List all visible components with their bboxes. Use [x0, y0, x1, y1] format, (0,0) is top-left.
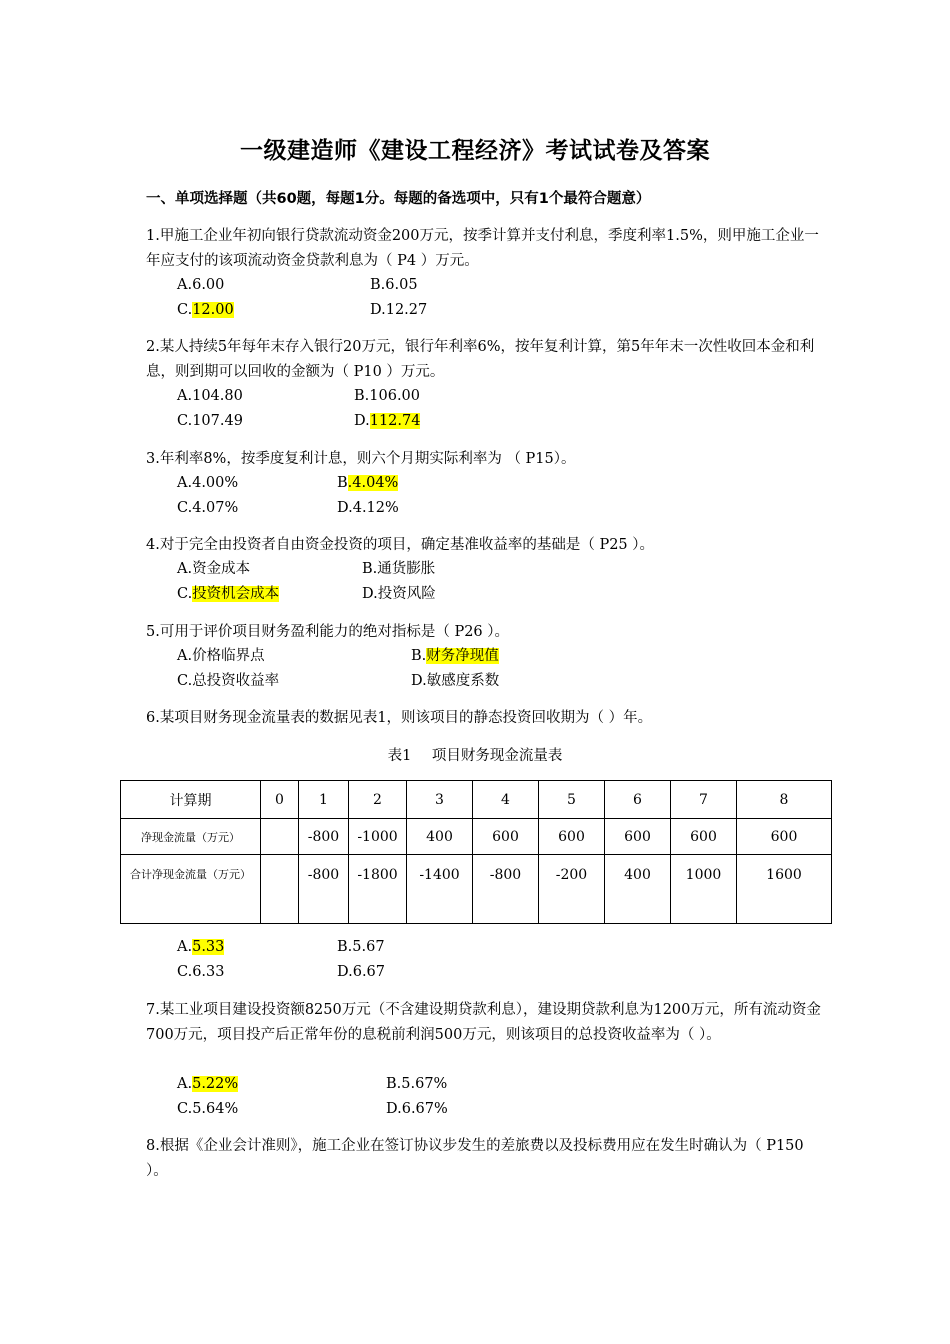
question-2-option-a: A.104.80 — [177, 388, 243, 404]
question-4-option-b: B.通货膨胀 — [362, 561, 436, 577]
table-cell: -200 — [539, 855, 605, 924]
table-row-label: 净现金流量（万元） — [121, 819, 261, 855]
question-4-option-c: C.投资机会成本 — [177, 586, 280, 602]
table-cell: -1400 — [407, 855, 473, 924]
question-5-option-b: B.财务净现值 — [411, 648, 499, 664]
table-cell: 400 — [605, 855, 671, 924]
question-8-stem: 8.根据《企业会计准则》，施工企业在签订协议步发生的差旅费以及投标费用应在发生时确认为（ P150 ）。 — [146, 1138, 804, 1179]
question-3-option-c: C.4.07% — [177, 500, 239, 516]
table-row-label: 合计净现金流量（万元） — [121, 855, 261, 924]
question-3-stem: 3.年利率8%，按季度复利计息，则六个月期实际利率为 （ P15）。 — [146, 451, 576, 467]
table-cell: -800 — [299, 819, 349, 855]
question-2-option-d: D.112.74 — [354, 413, 421, 429]
question-1-option-d: D.12.27 — [370, 302, 428, 318]
question-6-stem: 6.某项目财务现金流量表的数据见表1，则该项目的静态投资回收期为（ ）年。 — [146, 710, 653, 726]
question-3-option-b: B.4.04% — [337, 475, 399, 491]
question-1-option-b: B.6.05 — [370, 277, 418, 293]
question-7-option-c: C.5.64% — [177, 1101, 239, 1117]
question-1-option-a: A.6.00 — [177, 277, 225, 293]
question-6-option-b: B.5.67 — [337, 939, 385, 955]
question-7-option-b: B.5.67% — [386, 1076, 448, 1092]
question-7-stem: 7.某工业项目建设投资额8250万元（不含建设期贷款利息），建设期贷款利息为1200万元，所有流动资金700万元，项目投产后正常年份的息税前利润500万元，则该项目的总投资收益率为（ ）。 — [146, 1002, 821, 1043]
table-header-cell: 5 — [539, 781, 605, 819]
question-6-option-a: A.5.33 — [177, 939, 225, 955]
table-cell: 400 — [407, 819, 473, 855]
table-header-cell: 2 — [349, 781, 407, 819]
section-heading: 一、单项选择题（共60题，每题1分。每题的备选项中，只有1个最符合题意） — [146, 191, 651, 207]
question-5-option-a: A.价格临界点 — [177, 648, 265, 664]
table-cell: -800 — [299, 855, 349, 924]
question-6-option-d: D.6.67 — [337, 964, 386, 980]
question-6-option-c: C.6.33 — [177, 964, 225, 980]
table-cell — [261, 855, 299, 924]
table-header-cell: 6 — [605, 781, 671, 819]
question-4-option-d: D.投资风险 — [362, 586, 436, 602]
answer-highlight: .4.04% — [347, 475, 399, 491]
question-2-stem: 2.某人持续5年每年末存入银行20万元，银行年利率6%，按年复利计算，第5年年末一次性收回本金和利息，则到期可以回收的金额为（ P10 ）万元。 — [146, 339, 815, 380]
table-header-cell: 3 — [407, 781, 473, 819]
table-cell: 600 — [671, 819, 737, 855]
table-cell: 1000 — [671, 855, 737, 924]
page-title: 一级建造师《建设工程经济》考试试卷及答案 — [240, 138, 710, 164]
question-7-option-a: A.5.22% — [177, 1076, 239, 1092]
question-4-stem: 4.对于完全由投资者自由资金投资的项目，确定基准收益率的基础是（ P25 ）。 — [146, 537, 655, 553]
question-5-option-d: D.敏感度系数 — [411, 673, 500, 689]
table-header-cell: 4 — [473, 781, 539, 819]
table-row — [121, 819, 832, 855]
table-cell: 600 — [539, 819, 605, 855]
table-cell: 1600 — [737, 855, 832, 924]
question-7-option-d: D.6.67% — [386, 1101, 448, 1117]
question-4-option-a: A.资金成本 — [177, 561, 251, 577]
table-header-cell: 1 — [299, 781, 349, 819]
table-header-cell: 计算期 — [121, 781, 261, 819]
table-cell — [261, 819, 299, 855]
answer-highlight: 财务净现值 — [426, 648, 499, 664]
question-5-stem: 5.可用于评价项目财务盈利能力的绝对指标是（ P26 ）。 — [146, 624, 510, 640]
table-row — [121, 855, 832, 924]
table-header-cell: 0 — [261, 781, 299, 819]
table-header-row — [121, 781, 832, 819]
table-caption: 表1 项目财务现金流量表 — [387, 748, 563, 764]
table-cell: 600 — [605, 819, 671, 855]
table-cell: 600 — [473, 819, 539, 855]
question-3-option-a: A.4.00% — [177, 475, 239, 491]
table-header-cell: 8 — [737, 781, 832, 819]
table-cell: 600 — [737, 819, 832, 855]
question-2-option-c: C.107.49 — [177, 413, 243, 429]
answer-highlight: 5.22% — [192, 1076, 239, 1092]
question-2-option-b: B.106.00 — [354, 388, 421, 404]
question-3-option-d: D.4.12% — [337, 500, 399, 516]
cash-flow-table — [120, 780, 832, 924]
table-cell: -1800 — [349, 855, 407, 924]
table-header-cell: 7 — [671, 781, 737, 819]
answer-highlight: 12.00 — [192, 302, 234, 318]
answer-highlight: 5.33 — [192, 939, 225, 955]
question-1-stem: 1.甲施工企业年初向银行贷款流动资金200万元，按季计算并支付利息，季度利率1.5%，则甲施工企业一年应支付的该项流动资金贷款利息为（ P4 ）万元。 — [146, 228, 819, 269]
question-1-option-c: C.12.00 — [177, 302, 234, 318]
answer-highlight: 112.74 — [369, 413, 421, 429]
table-cell: -800 — [473, 855, 539, 924]
question-5-option-c: C.总投资收益率 — [177, 673, 280, 689]
table-cell: -1000 — [349, 819, 407, 855]
answer-highlight: 投资机会成本 — [192, 586, 280, 602]
